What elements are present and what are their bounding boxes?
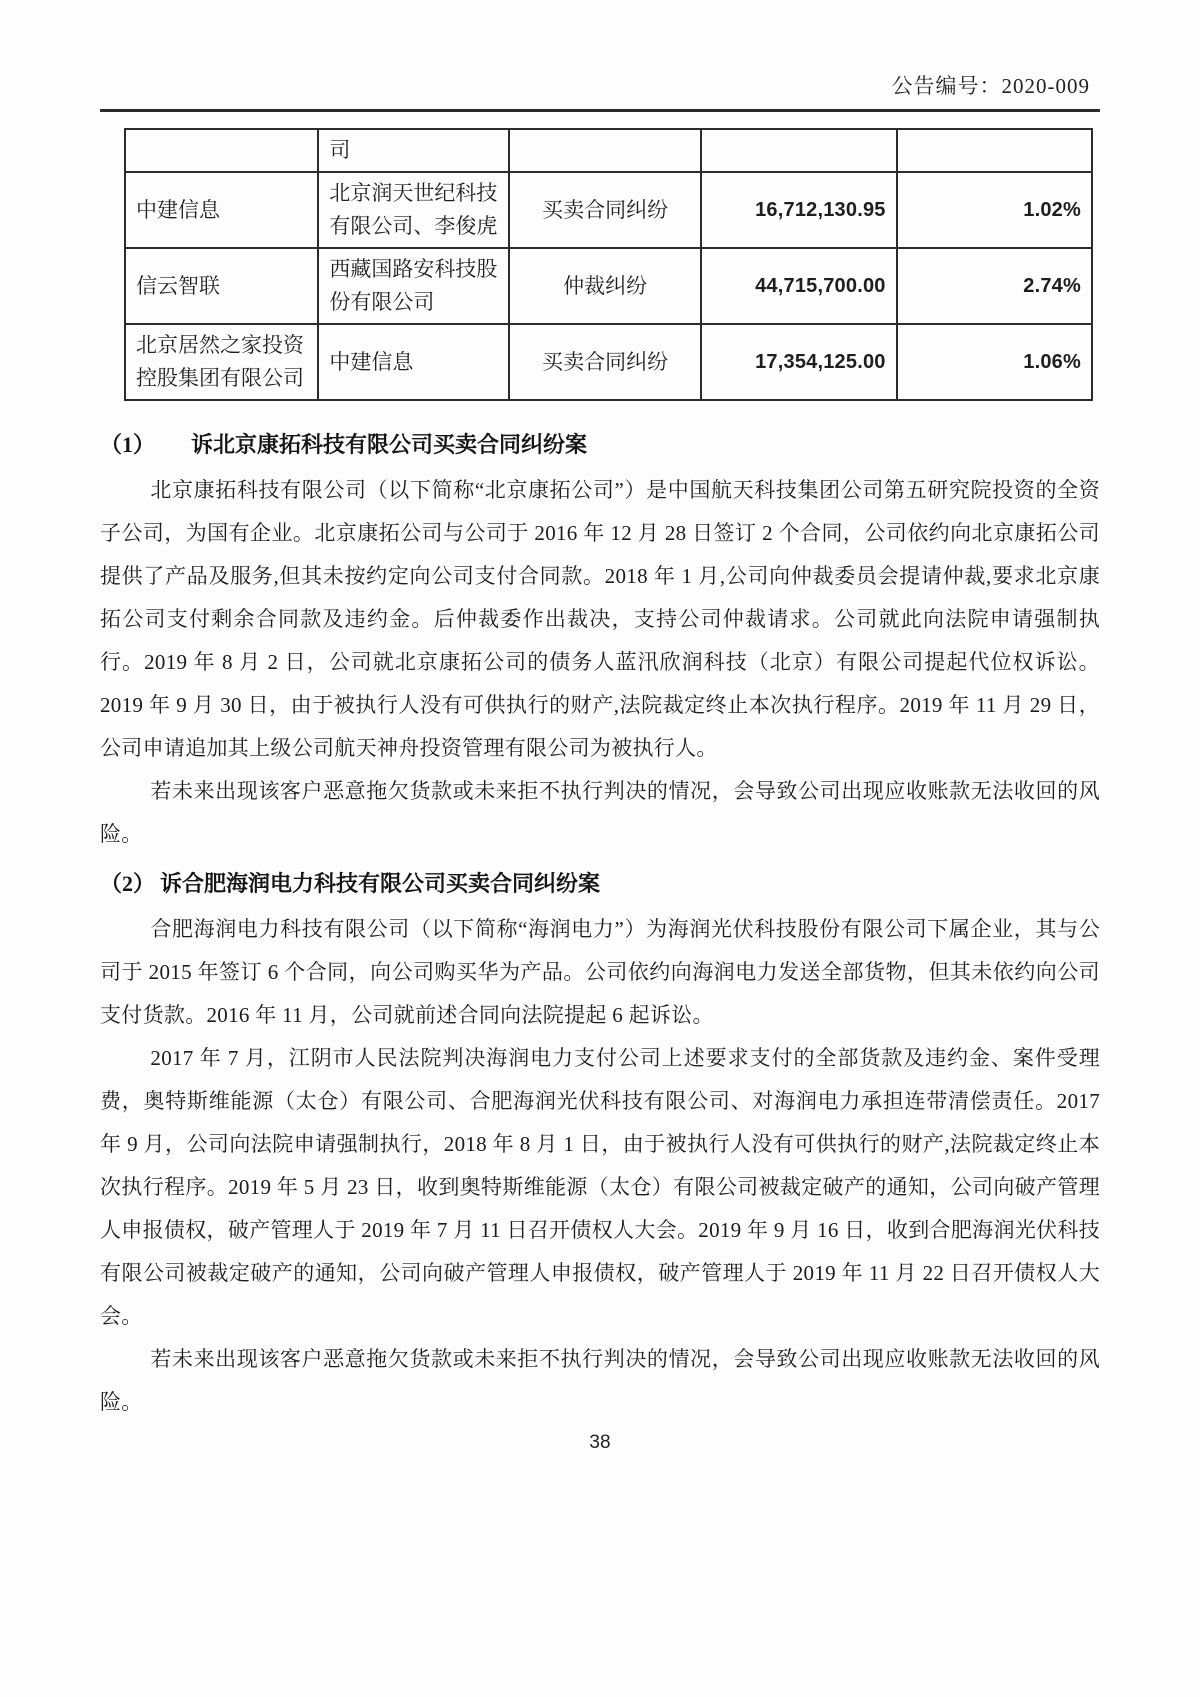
table-row (125, 324, 1092, 400)
paragraph: 若未来出现该客户恶意拖欠货款或未来拒不执行判决的情况，会导致公司出现应收账款无法收回的风险。 (100, 1347, 1100, 1414)
section-1-number: （1） (100, 432, 156, 457)
cell-counterparty: 司 (318, 129, 508, 172)
cell-amount: 16,712,130.95 (701, 172, 896, 248)
cell-ratio: 2.74% (897, 248, 1092, 324)
section-case-1 (100, 423, 1100, 856)
cell-counterparty: 北京润天世纪科技有限公司、李俊虎 (318, 172, 508, 248)
section-2-heading (100, 862, 1100, 905)
section-2-number: （2） (100, 871, 156, 896)
paragraph: 若未来出现该客户恶意拖欠货款或未来拒不执行判决的情况，会导致公司出现应收账款无法收回的风险。 (100, 779, 1100, 846)
header-rule (100, 109, 1100, 112)
cell-party: 中建信息 (125, 172, 318, 248)
cell-case-type: 买卖合同纠纷 (509, 324, 701, 400)
paragraph: 合肥海润电力科技有限公司（以下简称“海润电力”）为海润光伏科技股份有限公司下属企业，其与公司于 2015 年签订 6 个合同，向公司购买华为产品。公司依约向海润电力发送全部货物，但其未依约向公司支付货款。2016 年 11 月，公司就前述合同向法院提起 6 起诉讼。 (100, 917, 1100, 1027)
cell-counterparty: 中建信息 (318, 324, 508, 400)
announcement-number: 公告编号：2020-009 (891, 74, 1090, 98)
paragraph: 2017 年 7 月，江阴市人民法院判决海润电力支付公司上述要求支付的全部货款及违约金、案件受理费，奥特斯维能源（太仓）有限公司、合肥海润光伏科技有限公司、对海润电力承担连带清偿责任。2017 年 9 月，公司向法院申请强制执行，2018 年 8 月 1 日，由于被执行人没有可供执行的财产,法院裁定终止本次执行程序。2019 年 5 月 23 日，收到奥特斯维能源（太仓）有限公司被裁定破产的通知，公司向破产管理人申报债权，破产管理人于 2019 年 7 月 11 日召开债权人大会。2019 年 9 月 16 日，收到合肥海润光伏科技有限公司被裁定破产的通知，公司向破产管理人申报债权，破产管理人于 2019 年 11 月 22 日召开债权人大会。 (100, 1046, 1100, 1328)
cell-counterparty: 西藏国路安科技股份有限公司 (318, 248, 508, 324)
cell-ratio (897, 129, 1092, 172)
section-case-2 (100, 862, 1100, 1424)
page-number: 38 (589, 1432, 611, 1453)
cell-case-type: 买卖合同纠纷 (509, 172, 701, 248)
cell-party: 信云智联 (125, 248, 318, 324)
cell-case-type (509, 129, 701, 172)
cell-party (125, 129, 318, 172)
table-row (125, 248, 1092, 324)
cell-amount: 17,354,125.00 (701, 324, 896, 400)
table-row-continuation (125, 129, 1092, 172)
sections (100, 423, 1100, 1424)
paragraph: 北京康拓科技有限公司（以下简称“北京康拓公司”）是中国航天科技集团公司第五研究院投资的全资子公司，为国有企业。北京康拓公司与公司于 2016 年 12 月 28 日签订 2 个合同，公司依约向北京康拓公司提供了产品及服务,但其未按约定向公司支付合同款。2018 年 1 月,公司向仲裁委员会提请仲裁,要求北京康拓公司支付剩余合同款及违约金。后仲裁委作出裁决，支持公司仲裁请求。公司就此向法院申请强制执行。2019 年 8 月 2 日，公司就北京康拓公司的债务人蓝汛欣润科技（北京）有限公司提起代位权诉讼。2019 年 9 月 30 日，由于被执行人没有可供执行的财产,法院裁定终止本次执行程序。2019 年 11 月 29 日，公司申请追加其上级公司航天神舟投资管理有限公司为被执行人。 (100, 478, 1100, 760)
cell-amount: 44,715,700.00 (701, 248, 896, 324)
cell-ratio: 1.06% (897, 324, 1092, 400)
section-1-title: 诉北京康拓科技有限公司买卖合同纠纷案 (191, 432, 588, 457)
table-row (125, 172, 1092, 248)
cell-amount (701, 129, 896, 172)
cell-ratio: 1.02% (897, 172, 1092, 248)
litigation-table (124, 128, 1093, 401)
cell-case-type: 仲裁纠纷 (509, 248, 701, 324)
section-2-title: 诉合肥海润电力科技有限公司买卖合同纠纷案 (160, 871, 601, 896)
cell-party: 北京居然之家投资控股集团有限公司 (125, 324, 318, 400)
section-1-heading (100, 423, 1100, 466)
